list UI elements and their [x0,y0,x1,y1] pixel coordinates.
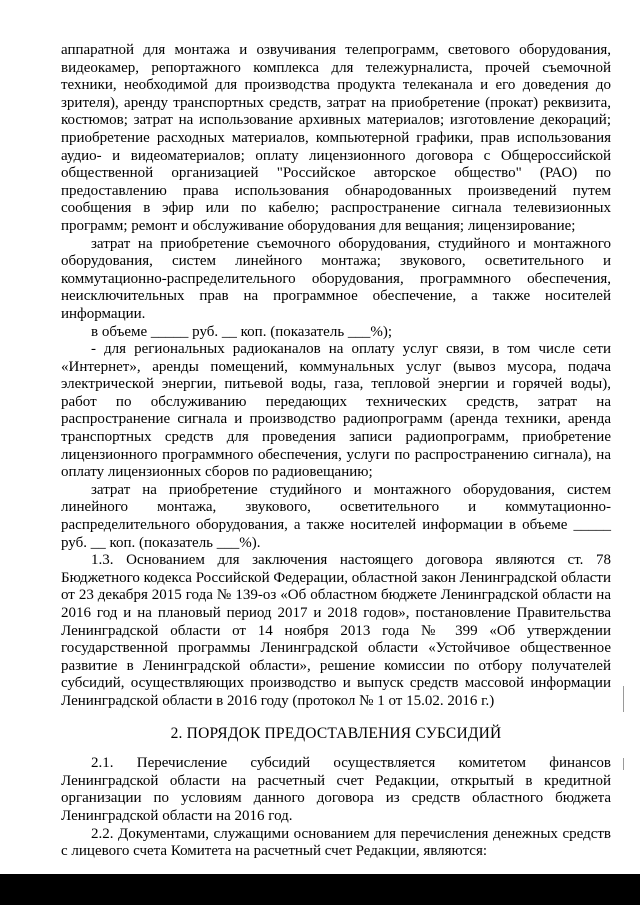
paragraph-studio-equipment: затрат на приобретение съемочного оборудования, студийного и монтажного оборудования, систем линейного монтажа; звукового, осветительного и коммутационно-распределительного оборудования, программного обеспечения, неисключительных прав на программное обеспечение, а также носителей информации. [61,235,611,322]
scan-edge-mark [623,758,624,770]
paragraph-2-2: 2.2. Документами, служащими основанием для перечисления денежных средств с лицевого счета Комитета на расчетный счет Редакции, являются: [61,825,611,860]
paragraph-1-3-basis: 1.3. Основанием для заключения настоящего договора являются ст. 78 Бюджетного кодекса Российской Федерации, областной закон Ленинградской области от 23 декабря 2015 года № 139-оз «Об областном бюджете Ленинградской области на 2016 год и на плановый период 2017 и 2018 годов», постановление Правительства Ленинградской области от 14 ноября 2013 года № 399 «Об утверждении государственной программы Ленинградской области «Устойчивое общественное развитие в Ленинградской области», решение комиссии по отбору получателей субсидий, осуществляющих производство и выпуск средств массовой информации Ленинградской области в 2016 году (протокол № 1 от 15.02. 2016 г.) [61,552,611,709]
paragraph-radio-channels: - для региональных радиоканалов на оплату услуг связи, в том числе сети «Интернет», аренды помещений, коммунальных услуг (вывоз мусора, подача электрической энергии, питьевой воды, газа, тепловой энергии и горячей воды), работ по обслуживанию передающих технических средств, затрат на распространение сигнала и производство радиопрограмм (аренда техники, аренда транспортных средств для проведения записи радиопрограмм, приобретение лицензионного программного обеспечения, услуги по распространению сигнала), на оплату лицензионных сборов по радиовещанию; [61,341,611,481]
section-heading: 2. ПОРЯДОК ПРЕДОСТАВЛЕНИЯ СУБСИДИЙ [170,724,502,742]
paragraph-equipment-costs: аппаратной для монтажа и озвучивания телепрограмм, светового оборудования, видеокамер, репортажного комплекса для тележурналиста, прочей съемочной техники, необходимой для производства продукта телеканала и его доведения до зрителя), аренду транспортных средств, затрат на приобретение (прокат) реквизита, костюмов; затрат на использование архивных материалов; изготовление декораций; приобретение расходных материалов, компьютерной графики, прав использования аудио- и видеоматериалов; оплату лицензионного договора с Общероссийской общественной организацией "Российское авторское общество" (РАО) по предоставлению права использования обнародованных произведений путем сообщения в эфир или по кабелю; распространение сигнала телевизионных программ; ремонт и обслуживание оборудования для вещания; лицензирование; [61,42,611,234]
paragraph-radio-equipment: затрат на приобретение студийного и монтажного оборудования, систем линейного монтажа, звукового, осветительного и коммутационно-распределительного оборудования, а также носителей информации в объеме _____ руб. __ коп. (показатель ___%). [61,481,611,551]
scan-bottom-border [0,874,640,905]
document-body [61,42,611,861]
paragraph-2-1: 2.1. Перечисление субсидий осуществляется комитетом финансов Ленинградской области на расчетный счет Редакции, открытый в кредитной организации по условиям данного договора из средств областного бюджета Ленинградской области на 2016 год. [61,755,611,824]
scan-edge-mark [623,686,624,712]
paragraph-amount-tv: в объеме _____ руб. __ коп. (показатель ___%); [91,323,393,340]
